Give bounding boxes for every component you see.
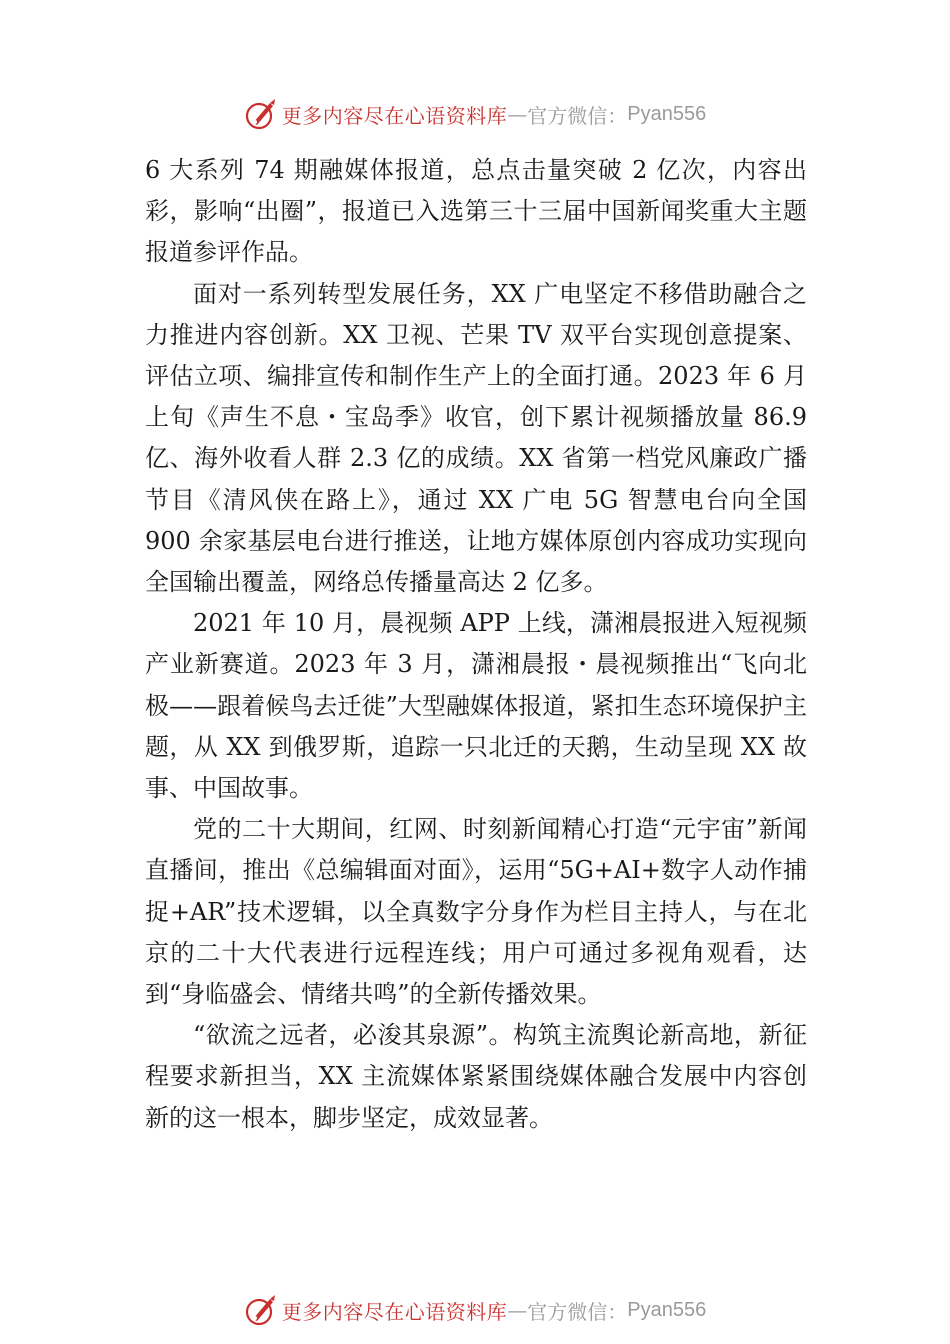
header-brand-text: 更多内容尽在心语资料库 (281, 103, 508, 128)
page-footer (0, 1290, 950, 1330)
header-contact-label: 官方微信： (527, 103, 628, 128)
paragraph-2: 面对一系列转型发展任务，XX 广电坚定不移借助融合之力推进内容创新。XX 卫视、芒果 TV 双平台实现创意提案、评估立项、编排宣传和制作生产上的全面打通。2023 年 6 月上旬《声生不息・宝岛季》收官，创下累计视频播放量 86.9 亿、海外收看人群 2.3 亿的成绩。XX 省第一档党风廉政广播节目《清风侠在路上》，通过 XX 广电 5G 智慧电台向全国 900 余家基层电台进行推送，让地方媒体原创内容成功实现向全国输出覆盖，网络总传播量高达 2 亿多。 (145, 279, 807, 597)
document-body (145, 150, 807, 1139)
header-separator: — (507, 102, 528, 126)
header-handle: Pyan556 (627, 102, 707, 125)
paragraph-1: 6 大系列 74 期融媒体报道，总点击量突破 2 亿次，内容出彩，影响“出圈”，报道已入选第三十三届中国新闻奖重大主题报道参评作品。 (145, 156, 807, 267)
quill-pen-logo-icon (244, 1293, 278, 1327)
paragraph-3: 2021 年 10 月，晨视频 APP 上线，潇湘晨报进入短视频产业新赛道。2023 年 3 月，潇湘晨报・晨视频推出“飞向北极——跟着候鸟去迁徙”大型融媒体报道，紧扣生态环境保护主题，从 XX 到俄罗斯，追踪一只北迁的天鹅，生动呈现 XX 故事、中国故事。 (145, 609, 807, 803)
footer-separator: — (507, 1298, 528, 1322)
footer-contact-label: 官方微信： (527, 1299, 628, 1324)
page-header (0, 94, 950, 134)
paragraph-5: “欲流之远者，必浚其泉源”。构筑主流舆论新高地，新征程要求新担当，XX 主流媒体紧紧围绕媒体融合发展中内容创新的这一根本，脚步坚定，成效显著。 (145, 1021, 807, 1132)
footer-brand-text: 更多内容尽在心语资料库 (281, 1299, 508, 1324)
quill-pen-logo-icon (244, 97, 278, 131)
footer-handle: Pyan556 (627, 1298, 707, 1321)
paragraph-4: 党的二十大期间，红网、时刻新闻精心打造“元宇宙”新闻直播间，推出《总编辑面对面》，运用“5G+AI+数字人动作捕捉+AR”技术逻辑，以全真数字分身作为栏目主持人，与在北京的二十大代表进行远程连线；用户可通过多视角观看，达到“身临盛会、情绪共鸣”的全新传播效果。 (145, 815, 807, 1009)
